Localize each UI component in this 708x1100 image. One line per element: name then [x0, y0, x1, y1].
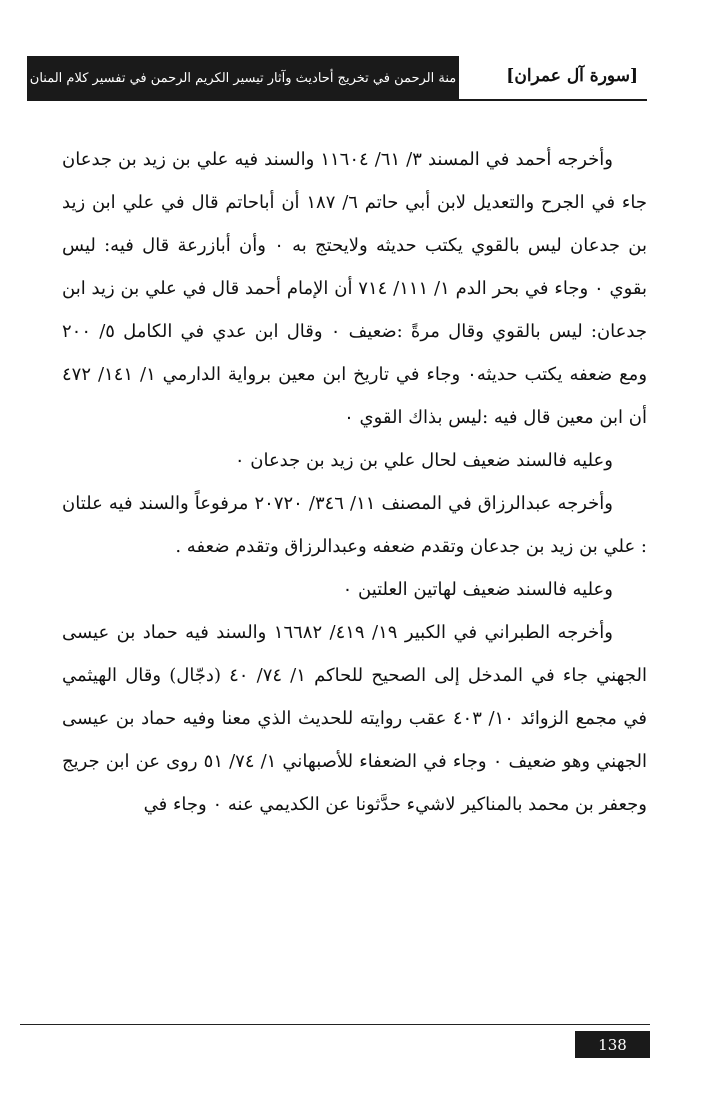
book-title: منة الرحمن في تخريج أحاديث وآثار تيسير الكريم الرحمن في تفسير كلام المنان	[29, 70, 457, 86]
header-rule	[27, 99, 647, 101]
page-number: 138	[598, 1035, 627, 1054]
paragraph-abdulrazzaq: وأخرجه عبدالرزاق في المصنف ١١/ ٣٤٦/ ٢٠٧٢٠ مرفوعاً والسند فيه علتان : علي بن زيد بن جدعان وتقدم ضعفه وعبدالرزاق وتقدم ضعفه .	[62, 493, 647, 557]
paragraph-conclusion-2: وعليه فالسند ضعيف لهاتين العلتين ٠	[342, 579, 613, 600]
surah-label: [سورة آل عمران]	[506, 66, 638, 86]
footer-rule	[20, 1024, 650, 1025]
body-text	[62, 138, 647, 826]
book-title-band	[27, 56, 459, 100]
paragraph-ahmad: وأخرجه أحمد في المسند ٣/ ٦١/ ١١٦٠٤ والسند فيه علي بن زيد بن جدعان جاء في الجرح والتعديل لابن أبي حاتم ٦/ ١٨٧ أن أباحاتم قال في علي ابن زيد بن جدعان ليس بالقوي يكتب حديثه ولايحتج به ٠ وأن أبازرعة قال فيه: ليس بقوي ٠ وجاء في بحر الدم ١/ ١١١/ ٧١٤ أن الإمام أحمد قال في علي بن زيد ابن جدعان: ليس بالقوي وقال مرةً :ضعيف ٠ وقال ابن عدي في الكامل ٥/ ٢٠٠ ومع ضعفه يكتب حديثه٠ وجاء في تاريخ ابن معين برواية الدارمي ١/ ١٤١/ ٤٧٢ أن ابن معين قال فيه :ليس بذاك القوي ٠	[62, 149, 648, 428]
page-number-box	[575, 1031, 650, 1058]
paragraph-tabarani: وأخرجه الطبراني في الكبير ١٩/ ٤١٩/ ١٦٦٨٢ والسند فيه حماد بن عيسى الجهني جاء في المدخل إلى الصحيح للحاكم ١/ ٧٤/ ٤٠ (دجّال) وقال الهيثمي في مجمع الزوائد ١٠/ ٤٠٣ عقب روايته للحديث الذي معنا وفيه حماد بن عيسى الجهني وهو ضعيف ٠ وجاء في الضعفاء للأصبهاني ١/ ٧٤/ ٥١ روى عن ابن جريج وجعفر بن محمد بالمناكير لاشيء حدَّثونا عن الكديمي عنه ٠ وجاء في	[62, 622, 648, 815]
paragraph-conclusion-1: وعليه فالسند ضعيف لحال علي بن زيد بن جدعان ٠	[234, 450, 613, 471]
